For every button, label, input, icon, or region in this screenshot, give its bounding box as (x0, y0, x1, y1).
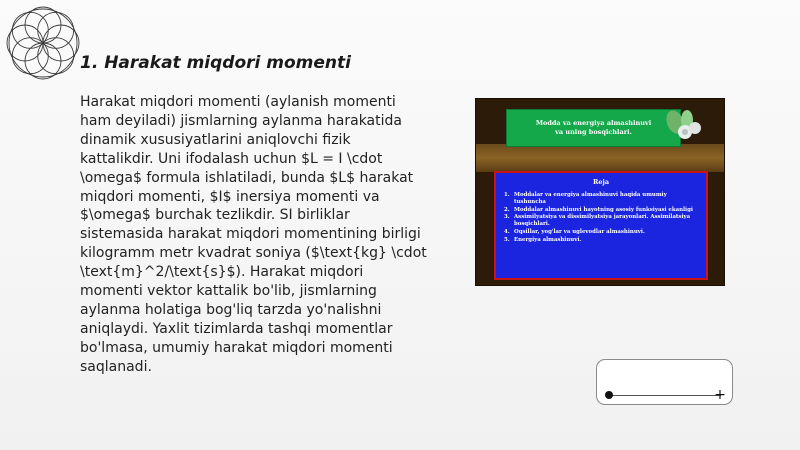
slide-title-box (506, 109, 681, 147)
list-item: 4. Oqsillar, yog'lar va uglevodlar almashinuvi. (504, 228, 645, 235)
body-paragraph: Harakat miqdori momenti (aylanish momenti ham deyiladi) jismlarning aylanma harakatida dinamik xususiyatlarini aniqlovchi fizik kattalikdir. Uni ifodalash uchun $L = I \cdot \omega$ formula ishlatiladi, bunda $L$ harakat miqdori momenti, $I$ inersiya momenti va $\omega$ burchak tezlikdir. SI birliklar sistemasida harakat miqdori momentining birligi kilogramm metr kvadrat soniya ($\text{kg} \cdot \text{m}^2/\text{s}$). Harakat miqdori momenti vektor kattalik bo'lib, jismlarning aylanma holatiga bog'liq tarzda yo'nalishni aniqlaydi. Yaxlit tizimlarda tashqi momentlar bo'lmasa, umumiy harakat miqdori momenti saqlanadi. (80, 94, 427, 375)
list-item: 3. Assimilyatsiya va dissimilyatsiya jarayonlari. Assimilatsiya bosqichlari. (504, 214, 691, 228)
slide-plan-heading: Reja (592, 178, 610, 186)
slide-title-line-1: Modda va energiya almashinuvi (535, 119, 652, 127)
flower-decoration-icon (661, 104, 723, 146)
media-player[interactable] (596, 359, 733, 405)
embedded-slide-image (475, 98, 725, 286)
slide-plan-list (504, 192, 698, 244)
section-heading: 1. Harakat miqdori momenti (80, 53, 351, 73)
slide-title-line-2: va uning bosqichlari. (555, 128, 632, 136)
slide-band (476, 144, 724, 172)
circular-knot-logo-icon (4, 4, 82, 82)
slide-plan-box (494, 171, 708, 280)
list-item: 2. Moddalar almashinuvi hayotning asosiy funksiyasi ekanligi (504, 206, 693, 213)
plus-icon[interactable]: + (714, 387, 726, 403)
list-item: 5. Energiya almashinuvi. (504, 236, 582, 243)
progress-track[interactable] (609, 395, 721, 396)
progress-handle[interactable] (605, 391, 613, 399)
list-item: 1. Moddalar va energiya almashinuvi haqida umumiy tushuncha (504, 192, 667, 205)
